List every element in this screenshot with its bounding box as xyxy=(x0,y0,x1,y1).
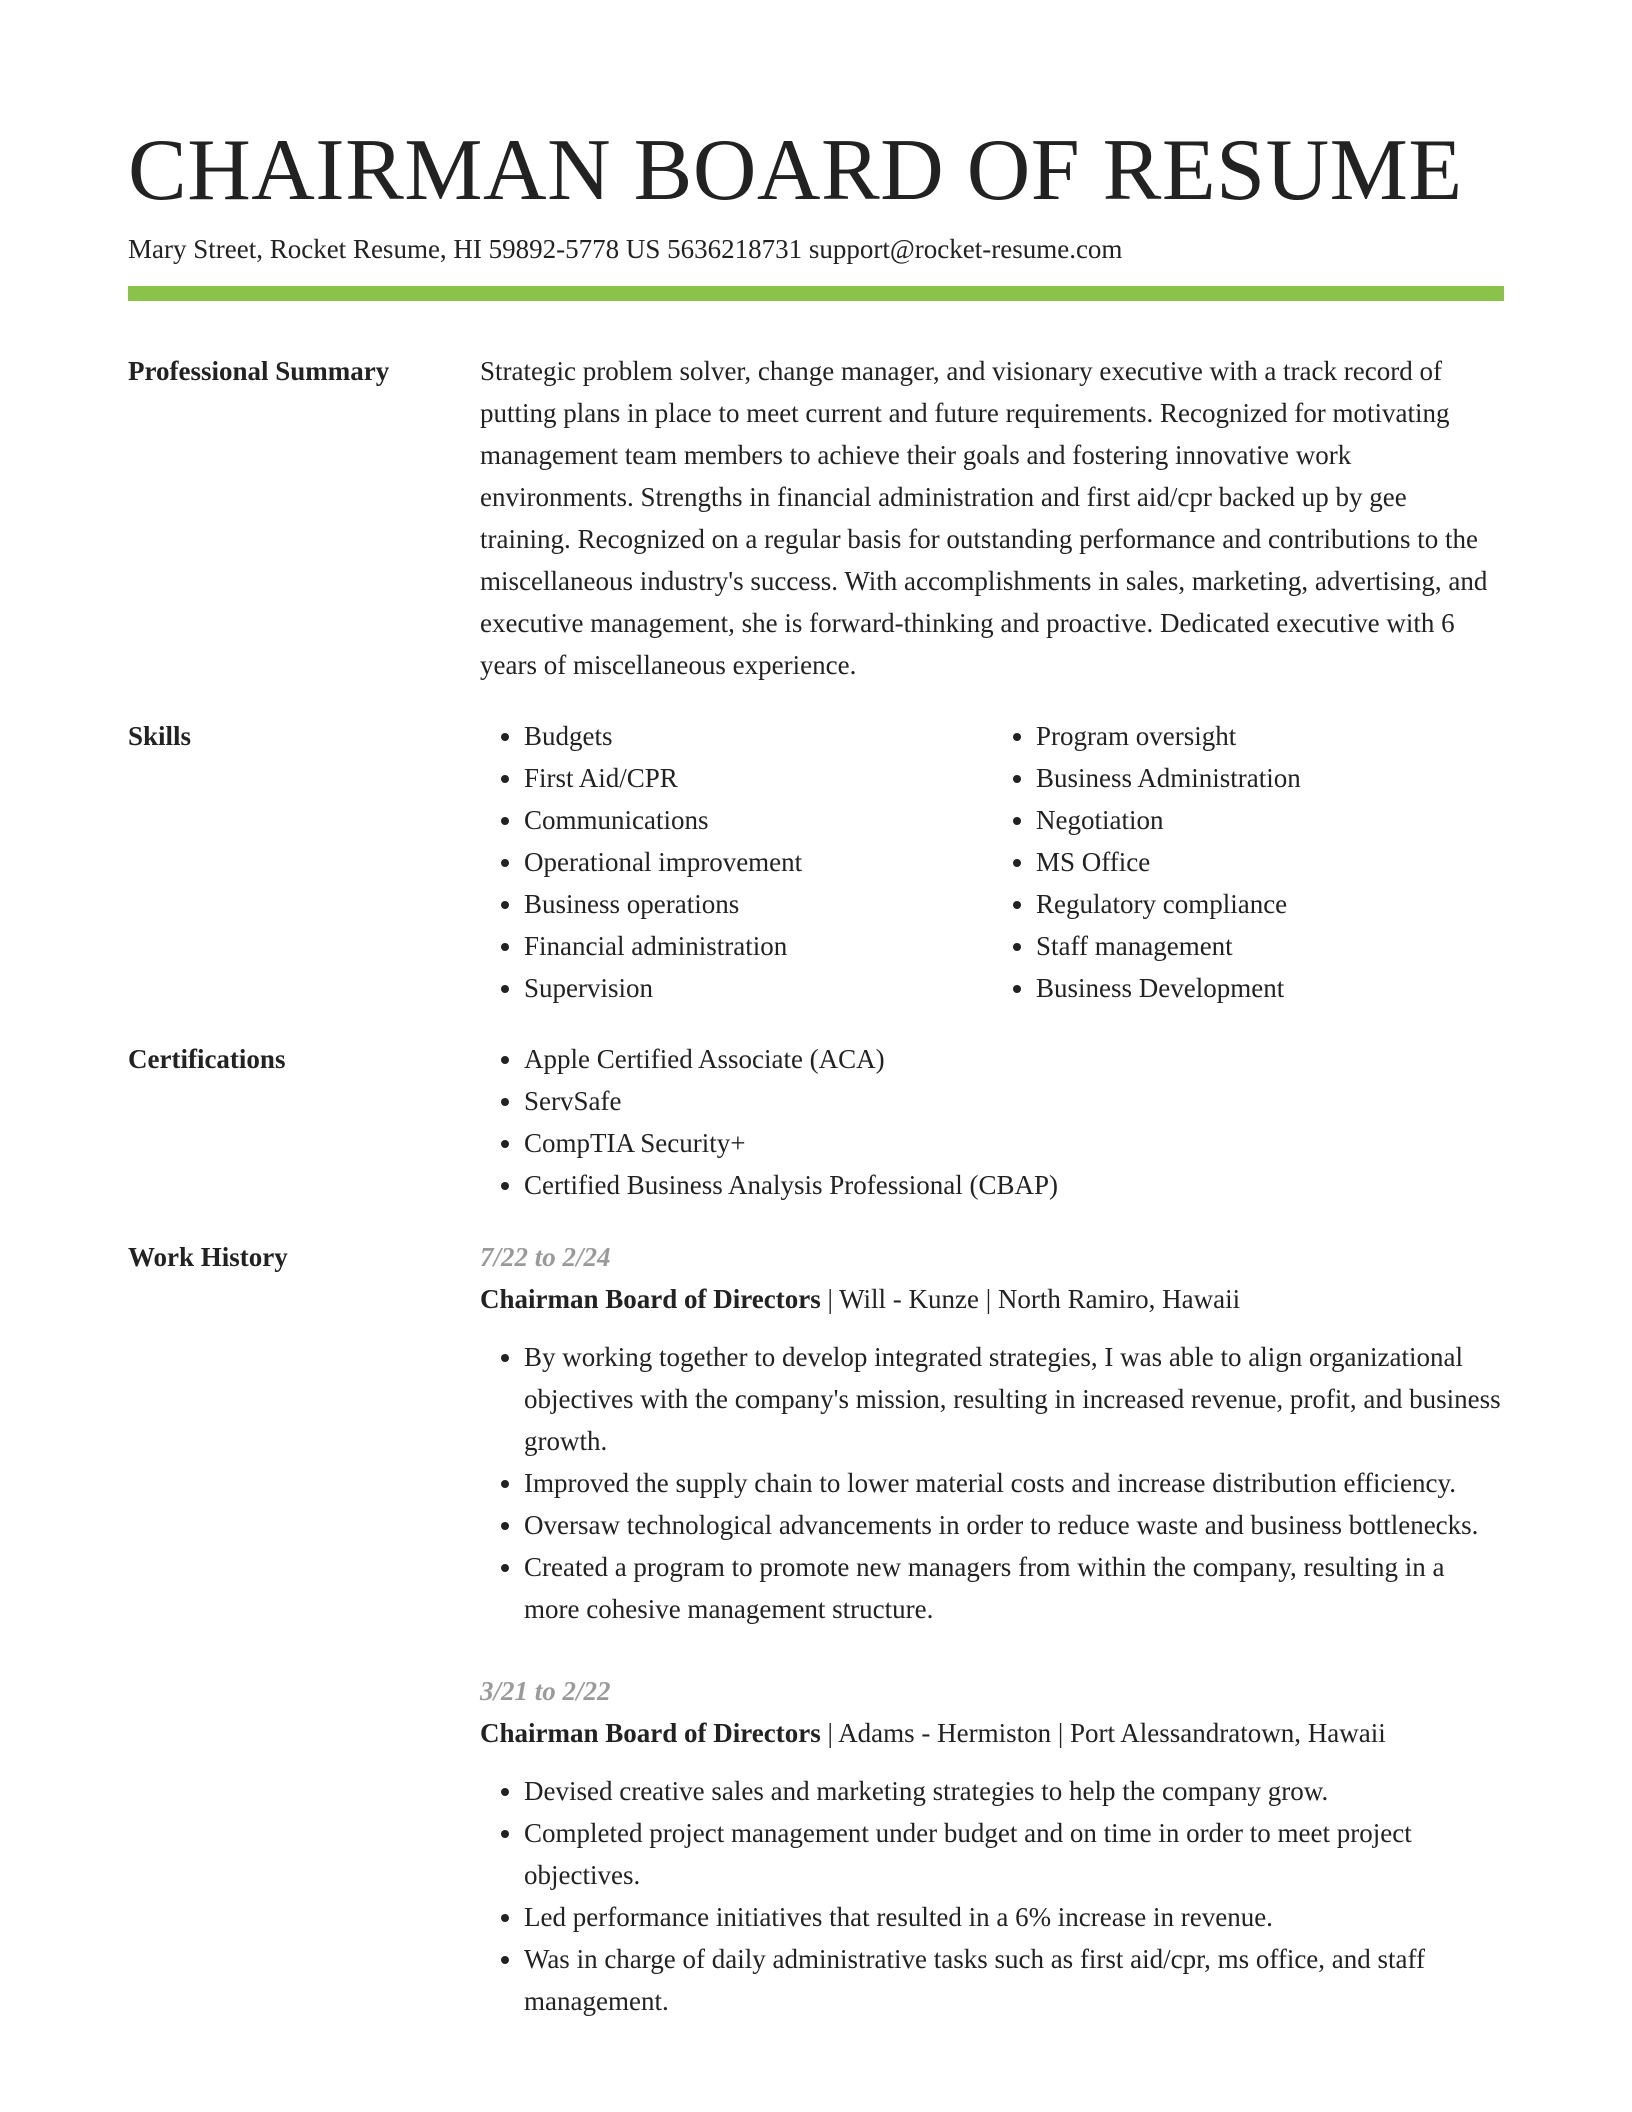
skill-item: • Operational improvement xyxy=(524,841,992,883)
job-bullet: • Oversaw technological advancements in order to reduce waste and business bottlenecks. xyxy=(524,1504,1504,1546)
job-dates: 7/22 to 2/24 xyxy=(480,1242,611,1272)
job-title: Chairman Board of Directors xyxy=(480,1718,821,1748)
section-label: Skills xyxy=(128,721,192,751)
job-bullet: • Led performance initiatives that resulted in a 6% increase in revenue. xyxy=(524,1896,1504,1938)
job-bullet: • Improved the supply chain to lower material costs and increase distribution efficiency. xyxy=(524,1462,1504,1504)
job-title-line xyxy=(480,1712,1504,1754)
skills-grid xyxy=(480,715,1504,1009)
section-body xyxy=(480,350,1504,686)
job-dates: 3/21 to 2/22 xyxy=(480,1676,611,1706)
header-divider xyxy=(128,286,1504,301)
section-label: Certifications xyxy=(128,1044,286,1074)
skill-item: • Business operations xyxy=(524,883,992,925)
contact-info: Mary Street, Rocket Resume, HI 59892-5778 US 5636218731 support@rocket-resume.com xyxy=(128,234,1123,264)
skill-item: • Program oversight xyxy=(1036,715,1504,757)
certification-item: • CompTIA Security+ xyxy=(524,1122,1504,1164)
skill-item: • Negotiation xyxy=(1036,799,1504,841)
certifications-list xyxy=(480,1038,1504,1206)
job-bullet: • Devised creative sales and marketing strategies to help the company grow. xyxy=(524,1770,1504,1812)
job-bullet: • Was in charge of daily administrative tasks such as first aid/cpr, ms office, and staff management. xyxy=(524,1938,1504,2022)
summary-text: Strategic problem solver, change manager, and visionary executive with a track record of putting plans in place to meet current and future requirements. Recognized for motivating management team members to achieve their goals and fostering innovative work environments. Strengths in financial administration and first aid/cpr backed up by gee training. Recognized on a regular basis for outstanding performance and contributions to the miscellaneous industry's success. With accomplishments in sales, marketing, advertising, and executive management, she is forward-thinking and proactive. Dedicated executive with 6 years of miscellaneous experience. xyxy=(480,356,1488,680)
job-title-line xyxy=(480,1278,1504,1320)
skill-item: • MS Office xyxy=(1036,841,1504,883)
skill-item: • Supervision xyxy=(524,967,992,1009)
skills-list-right xyxy=(992,715,1504,1009)
job-entry xyxy=(480,1670,1504,2022)
job-details: | Will - Kunze | North Ramiro, Hawaii xyxy=(820,1284,1241,1314)
job-bullet: • By working together to develop integrated strategies, I was able to align organizational objectives with the company's mission, resulting in increased revenue, profit, and business growth. xyxy=(524,1336,1504,1462)
section-body xyxy=(480,1236,1504,2062)
certification-item: • ServSafe xyxy=(524,1080,1504,1122)
skills-list-left xyxy=(480,715,992,1009)
skill-item: • Financial administration xyxy=(524,925,992,967)
skill-item: • Business Development xyxy=(1036,967,1504,1009)
job-bullets xyxy=(480,1336,1504,1630)
section-label: Professional Summary xyxy=(128,356,390,386)
section-body xyxy=(480,1038,1504,1206)
job-bullets xyxy=(480,1770,1504,2022)
skill-item: • First Aid/CPR xyxy=(524,757,992,799)
skill-item: • Business Administration xyxy=(1036,757,1504,799)
skill-item: • Communications xyxy=(524,799,992,841)
job-details: | Adams - Hermiston | Port Alessandratown, Hawaii xyxy=(820,1718,1386,1748)
certification-item: • Apple Certified Associate (ACA) xyxy=(524,1038,1504,1080)
skill-item: • Regulatory compliance xyxy=(1036,883,1504,925)
job-title: Chairman Board of Directors xyxy=(480,1284,821,1314)
job-bullet: • Completed project management under budget and on time in order to meet project objectives. xyxy=(524,1812,1504,1896)
skill-item: • Budgets xyxy=(524,715,992,757)
section-label: Work History xyxy=(128,1242,288,1272)
job-entry xyxy=(480,1236,1504,1630)
job-bullet: • Created a program to promote new managers from within the company, resulting in a more cohesive management structure. xyxy=(524,1546,1504,1630)
resume-name: CHAIRMAN BOARD OF RESUME xyxy=(128,122,1463,219)
certification-item: • Certified Business Analysis Professional (CBAP) xyxy=(524,1164,1504,1206)
skill-item: • Staff management xyxy=(1036,925,1504,967)
